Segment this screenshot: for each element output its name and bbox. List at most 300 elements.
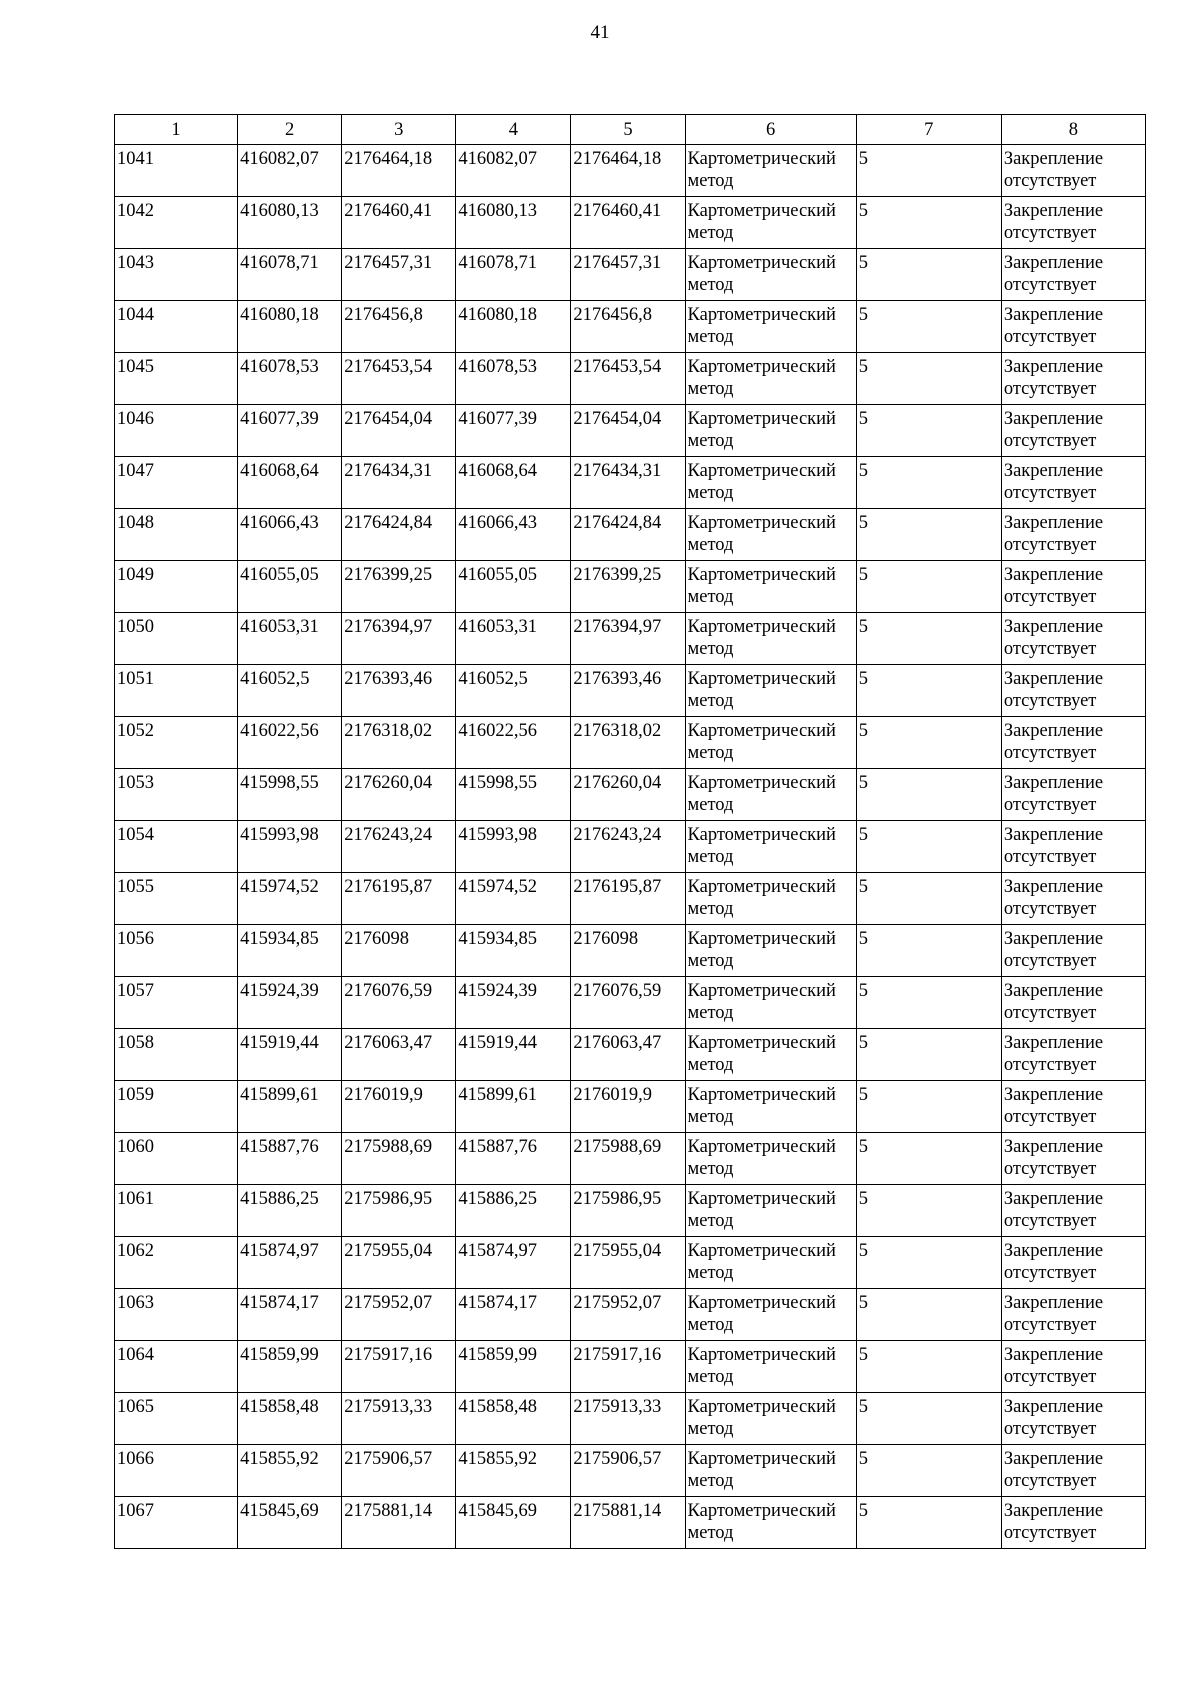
method-text: метод [687,691,734,711]
fixing-text: отсутствует [1003,1471,1097,1491]
accuracy-cell: 5 [856,509,1001,561]
method-text: Картометрический [687,201,836,221]
fixing-text: Закрепление [1003,721,1104,741]
x-old-cell: 415899,61 [238,1081,342,1133]
point-number-cell: 1055 [115,873,238,925]
table-row [115,1081,1146,1133]
y-old-cell: 2176434,31 [342,457,456,509]
point-number-cell: 1066 [115,1445,238,1497]
fixing-cell [1001,457,1145,509]
fixing-cell [1001,1185,1145,1237]
x-old-cell: 415919,44 [238,1029,342,1081]
x-new-cell: 416066,43 [456,509,571,561]
accuracy-cell: 5 [856,561,1001,613]
method-text: Картометрический [687,357,836,377]
fixing-text: Закрепление [1003,305,1104,325]
fixing-text: отсутствует [1003,1003,1097,1023]
fixing-text: отсутствует [1003,1315,1097,1335]
x-old-cell: 416055,05 [238,561,342,613]
table-row [115,1185,1146,1237]
fixing-text: Закрепление [1003,1293,1104,1313]
fixing-text: Закрепление [1003,409,1104,429]
table-row [115,1393,1146,1445]
point-number-cell: 1063 [115,1289,238,1341]
fixing-text: Закрепление [1003,825,1104,845]
method-text: метод [687,587,734,607]
table-row [115,353,1146,405]
x-old-cell: 415855,92 [238,1445,342,1497]
point-number-cell: 1049 [115,561,238,613]
accuracy-cell: 5 [856,1133,1001,1185]
x-new-cell: 416053,31 [456,613,571,665]
point-number-cell: 1047 [115,457,238,509]
point-number-cell: 1054 [115,821,238,873]
fixing-text: Закрепление [1003,1449,1104,1469]
fixing-text: отсутствует [1003,795,1097,815]
fixing-text: отсутствует [1003,275,1097,295]
method-cell [685,1289,856,1341]
x-old-cell: 415974,52 [238,873,342,925]
method-text: Картометрический [687,1345,836,1365]
fixing-text: Закрепление [1003,669,1104,689]
method-cell [685,769,856,821]
fixing-cell [1001,353,1145,405]
fixing-cell [1001,405,1145,457]
fixing-cell [1001,613,1145,665]
method-text: метод [687,1315,734,1335]
method-text: метод [687,1107,734,1127]
method-text: метод [687,639,734,659]
method-text: метод [687,951,734,971]
fixing-text: отсутствует [1003,587,1097,607]
table-row [115,1289,1146,1341]
x-old-cell: 416082,07 [238,145,342,197]
table-row [115,1237,1146,1289]
method-text: Картометрический [687,825,836,845]
x-old-cell: 416053,31 [238,613,342,665]
point-number-cell: 1044 [115,301,238,353]
y-new-cell: 2176424,84 [571,509,685,561]
method-text: метод [687,1523,734,1543]
x-old-cell: 415874,17 [238,1289,342,1341]
x-new-cell: 415974,52 [456,873,571,925]
method-text: Картометрический [687,461,836,481]
table-row [115,249,1146,301]
method-text: метод [687,847,734,867]
fixing-cell [1001,197,1145,249]
x-new-cell: 415919,44 [456,1029,571,1081]
x-old-cell: 416066,43 [238,509,342,561]
method-cell [685,145,856,197]
y-new-cell: 2176434,31 [571,457,685,509]
y-old-cell: 2176464,18 [342,145,456,197]
method-text: Картометрический [687,409,836,429]
accuracy-cell: 5 [856,1445,1001,1497]
y-new-cell: 2176076,59 [571,977,685,1029]
method-cell [685,1185,856,1237]
fixing-text: отсутствует [1003,743,1097,763]
x-new-cell: 415874,97 [456,1237,571,1289]
fixing-text: Закрепление [1003,877,1104,897]
x-old-cell: 415845,69 [238,1497,342,1549]
x-old-cell: 415934,85 [238,925,342,977]
fixing-text: отсутствует [1003,327,1097,347]
fixing-text: Закрепление [1003,981,1104,1001]
method-text: метод [687,1003,734,1023]
method-text: Картометрический [687,513,836,533]
method-text: метод [687,1211,734,1231]
x-old-cell: 415886,25 [238,1185,342,1237]
method-text: Картометрический [687,1293,836,1313]
table-row [115,1341,1146,1393]
column-header: 2 [238,115,342,145]
method-text: метод [687,483,734,503]
x-old-cell: 416080,18 [238,301,342,353]
page-number: 41 [590,22,610,43]
coordinates-table [114,114,1146,1549]
fixing-text: отсутствует [1003,1419,1097,1439]
fixing-text: отсутствует [1003,379,1097,399]
y-old-cell: 2176394,97 [342,613,456,665]
y-old-cell: 2176098 [342,925,456,977]
x-old-cell: 415874,97 [238,1237,342,1289]
x-new-cell: 415998,55 [456,769,571,821]
x-new-cell: 416078,71 [456,249,571,301]
accuracy-cell: 5 [856,353,1001,405]
accuracy-cell: 5 [856,1341,1001,1393]
x-new-cell: 416077,39 [456,405,571,457]
accuracy-cell: 5 [856,405,1001,457]
method-cell [685,405,856,457]
fixing-text: отсутствует [1003,899,1097,919]
method-text: Картометрический [687,929,836,949]
fixing-cell [1001,717,1145,769]
y-new-cell: 2176394,97 [571,613,685,665]
table-row [115,717,1146,769]
fixing-text: отсутствует [1003,691,1097,711]
method-cell [685,613,856,665]
x-new-cell: 415874,17 [456,1289,571,1341]
method-cell [685,821,856,873]
method-text: Картометрический [687,877,836,897]
x-old-cell: 415998,55 [238,769,342,821]
fixing-cell [1001,249,1145,301]
method-cell [685,1237,856,1289]
point-number-cell: 1052 [115,717,238,769]
x-old-cell: 415859,99 [238,1341,342,1393]
table-row [115,301,1146,353]
accuracy-cell: 5 [856,1497,1001,1549]
method-text: Картометрический [687,1033,836,1053]
y-new-cell: 2175906,57 [571,1445,685,1497]
fixing-cell [1001,561,1145,613]
x-new-cell: 416068,64 [456,457,571,509]
fixing-text: Закрепление [1003,1085,1104,1105]
point-number-cell: 1041 [115,145,238,197]
method-text: метод [687,899,734,919]
method-text: метод [687,327,734,347]
point-number-cell: 1062 [115,1237,238,1289]
method-text: метод [687,223,734,243]
fixing-cell [1001,145,1145,197]
method-cell [685,873,856,925]
table-row [115,613,1146,665]
x-new-cell: 415845,69 [456,1497,571,1549]
x-old-cell: 416077,39 [238,405,342,457]
y-old-cell: 2176399,25 [342,561,456,613]
fixing-cell [1001,1029,1145,1081]
method-cell [685,249,856,301]
table-row [115,925,1146,977]
method-cell [685,1393,856,1445]
x-new-cell: 416052,5 [456,665,571,717]
method-text: Картометрический [687,1397,836,1417]
fixing-text: отсутствует [1003,1159,1097,1179]
y-new-cell: 2176464,18 [571,145,685,197]
fixing-text: Закрепление [1003,1345,1104,1365]
method-text: Картометрический [687,721,836,741]
y-old-cell: 2176318,02 [342,717,456,769]
point-number-cell: 1050 [115,613,238,665]
y-new-cell: 2175986,95 [571,1185,685,1237]
x-old-cell: 416080,13 [238,197,342,249]
point-number-cell: 1064 [115,1341,238,1393]
method-text: метод [687,431,734,451]
y-old-cell: 2176063,47 [342,1029,456,1081]
accuracy-cell: 5 [856,145,1001,197]
method-cell [685,925,856,977]
method-text: метод [687,275,734,295]
y-new-cell: 2176195,87 [571,873,685,925]
fixing-text: Закрепление [1003,1501,1104,1521]
x-new-cell: 415887,76 [456,1133,571,1185]
method-text: метод [687,171,734,191]
y-old-cell: 2176019,9 [342,1081,456,1133]
x-new-cell: 415993,98 [456,821,571,873]
accuracy-cell: 5 [856,1185,1001,1237]
y-new-cell: 2176260,04 [571,769,685,821]
method-text: метод [687,1367,734,1387]
accuracy-cell: 5 [856,1237,1001,1289]
y-new-cell: 2176019,9 [571,1081,685,1133]
x-old-cell: 416052,5 [238,665,342,717]
accuracy-cell: 5 [856,457,1001,509]
fixing-text: Закрепление [1003,1137,1104,1157]
point-number-cell: 1053 [115,769,238,821]
accuracy-cell: 5 [856,821,1001,873]
fixing-cell [1001,1081,1145,1133]
fixing-text: Закрепление [1003,357,1104,377]
fixing-text: Закрепление [1003,1397,1104,1417]
fixing-text: Закрепление [1003,513,1104,533]
point-number-cell: 1048 [115,509,238,561]
point-number-cell: 1045 [115,353,238,405]
y-old-cell: 2176195,87 [342,873,456,925]
accuracy-cell: 5 [856,301,1001,353]
fixing-text: Закрепление [1003,1033,1104,1053]
table-row [115,197,1146,249]
method-text: метод [687,1419,734,1439]
x-new-cell: 415886,25 [456,1185,571,1237]
fixing-cell [1001,873,1145,925]
x-new-cell: 415858,48 [456,1393,571,1445]
accuracy-cell: 5 [856,1289,1001,1341]
method-cell [685,1133,856,1185]
table-header-row [115,115,1146,145]
point-number-cell: 1058 [115,1029,238,1081]
method-text: Картометрический [687,1501,836,1521]
fixing-text: Закрепление [1003,1189,1104,1209]
x-old-cell: 416078,71 [238,249,342,301]
table-row [115,977,1146,1029]
fixing-cell [1001,301,1145,353]
y-new-cell: 2176063,47 [571,1029,685,1081]
method-text: Картометрический [687,617,836,637]
y-old-cell: 2176076,59 [342,977,456,1029]
fixing-cell [1001,1497,1145,1549]
x-old-cell: 415858,48 [238,1393,342,1445]
accuracy-cell: 5 [856,249,1001,301]
fixing-text: отсутствует [1003,223,1097,243]
x-new-cell: 415859,99 [456,1341,571,1393]
accuracy-cell: 5 [856,665,1001,717]
y-new-cell: 2175913,33 [571,1393,685,1445]
fixing-text: отсутствует [1003,171,1097,191]
method-text: Картометрический [687,1189,836,1209]
y-old-cell: 2175952,07 [342,1289,456,1341]
x-new-cell: 416055,05 [456,561,571,613]
point-number-cell: 1067 [115,1497,238,1549]
x-new-cell: 416022,56 [456,717,571,769]
y-old-cell: 2175988,69 [342,1133,456,1185]
point-number-cell: 1046 [115,405,238,457]
fixing-text: отсутствует [1003,431,1097,451]
method-text: метод [687,1471,734,1491]
fixing-text: отсутствует [1003,1523,1097,1543]
table-row [115,1445,1146,1497]
table-row [115,405,1146,457]
fixing-text: отсутствует [1003,639,1097,659]
method-cell [685,665,856,717]
fixing-cell [1001,509,1145,561]
table-row [115,873,1146,925]
table-row [115,821,1146,873]
column-header: 4 [456,115,571,145]
fixing-text: Закрепление [1003,201,1104,221]
table-row [115,665,1146,717]
x-old-cell: 416068,64 [238,457,342,509]
point-number-cell: 1065 [115,1393,238,1445]
table-row [115,1029,1146,1081]
table-row [115,457,1146,509]
point-number-cell: 1056 [115,925,238,977]
x-old-cell: 416078,53 [238,353,342,405]
accuracy-cell: 5 [856,1393,1001,1445]
fixing-text: Закрепление [1003,565,1104,585]
method-text: Картометрический [687,669,836,689]
method-text: Картометрический [687,305,836,325]
y-old-cell: 2175913,33 [342,1393,456,1445]
y-old-cell: 2175955,04 [342,1237,456,1289]
method-cell [685,561,856,613]
fixing-text: Закрепление [1003,1241,1104,1261]
fixing-text: отсутствует [1003,1107,1097,1127]
x-new-cell: 416080,18 [456,301,571,353]
y-new-cell: 2176098 [571,925,685,977]
fixing-cell [1001,925,1145,977]
fixing-cell [1001,1341,1145,1393]
method-cell [685,1497,856,1549]
method-text: метод [687,795,734,815]
y-new-cell: 2176457,31 [571,249,685,301]
y-old-cell: 2175986,95 [342,1185,456,1237]
method-text: Картометрический [687,773,836,793]
fixing-cell [1001,977,1145,1029]
point-number-cell: 1059 [115,1081,238,1133]
method-text: Картометрический [687,981,836,1001]
y-new-cell: 2176318,02 [571,717,685,769]
x-new-cell: 415924,39 [456,977,571,1029]
y-old-cell: 2176243,24 [342,821,456,873]
accuracy-cell: 5 [856,1081,1001,1133]
y-new-cell: 2176393,46 [571,665,685,717]
y-old-cell: 2175906,57 [342,1445,456,1497]
point-number-cell: 1060 [115,1133,238,1185]
fixing-text: отсутствует [1003,951,1097,971]
y-old-cell: 2176457,31 [342,249,456,301]
point-number-cell: 1042 [115,197,238,249]
y-old-cell: 2176393,46 [342,665,456,717]
x-new-cell: 415855,92 [456,1445,571,1497]
fixing-text: отсутствует [1003,1263,1097,1283]
fixing-text: Закрепление [1003,929,1104,949]
method-cell [685,977,856,1029]
accuracy-cell: 5 [856,717,1001,769]
accuracy-cell: 5 [856,977,1001,1029]
point-number-cell: 1043 [115,249,238,301]
table-body [115,145,1146,1549]
method-text: Картометрический [687,1085,836,1105]
y-new-cell: 2176399,25 [571,561,685,613]
fixing-text: Закрепление [1003,253,1104,273]
accuracy-cell: 5 [856,873,1001,925]
fixing-cell [1001,769,1145,821]
fixing-text: отсутствует [1003,1367,1097,1387]
fixing-text: отсутствует [1003,1211,1097,1231]
x-new-cell: 415934,85 [456,925,571,977]
point-number-cell: 1057 [115,977,238,1029]
x-old-cell: 416022,56 [238,717,342,769]
y-new-cell: 2175955,04 [571,1237,685,1289]
column-header: 6 [685,115,856,145]
y-old-cell: 2176453,54 [342,353,456,405]
y-new-cell: 2175881,14 [571,1497,685,1549]
fixing-text: Закрепление [1003,617,1104,637]
table-row [115,1133,1146,1185]
table-row [115,1497,1146,1549]
x-new-cell: 416082,07 [456,145,571,197]
y-new-cell: 2176460,41 [571,197,685,249]
y-new-cell: 2175917,16 [571,1341,685,1393]
method-text: Картометрический [687,565,836,585]
table-row [115,769,1146,821]
y-old-cell: 2176456,8 [342,301,456,353]
fixing-cell [1001,1237,1145,1289]
fixing-text: Закрепление [1003,461,1104,481]
method-text: метод [687,1159,734,1179]
method-cell [685,353,856,405]
column-header: 7 [856,115,1001,145]
